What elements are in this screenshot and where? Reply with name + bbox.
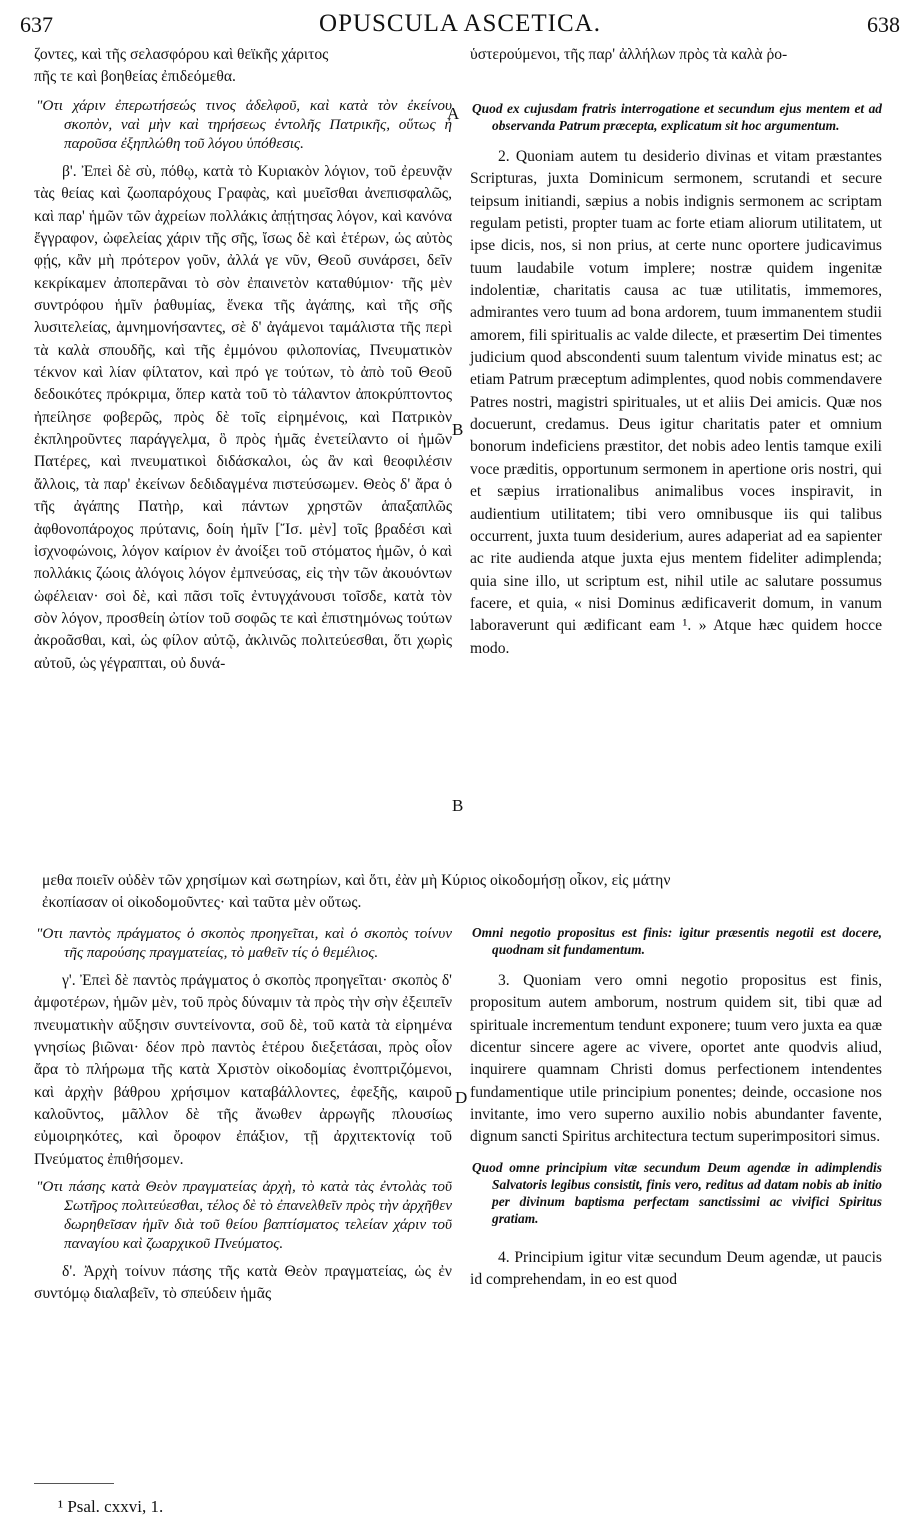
running-header (20, 6, 900, 44)
page-number-right: 638 (867, 12, 900, 37)
top-span-line-2: πῆς τε καὶ βοηθείας ἐπιδεόμεθα. (34, 68, 236, 85)
latin-heading-3: Quod omne principium vitæ secundum Deum agendæ in adimplendis Salvatoris legibus consistit, finis vero, reditus ad datam nobis ab initio per divinum baptisma perfectam sanctissimi ac vivifici Spiritus gratiam. (472, 1159, 882, 1226)
margin-marker-d: D (455, 1088, 468, 1107)
greek-paragraph-4: δ'. Ἀρχὴ τοίνυν πάσης τῆς κατὰ Θεὸν πραγματείας, ὡς ἐν συντόμῳ διαλαβεῖν, τὸ σπεύδειν ἡμᾶς (34, 1263, 452, 1303)
latin-paragraph-4: 4. Principium igitur vitæ secundum Deum agendæ, ut paucis id comprehendam, in eo est quod (470, 1248, 882, 1289)
latin-paragraph-2: 2. Quoniam autem tu desiderio divinas et vitam præstantes Scripturas, juxta Dominicum sermonem, scrutandi et secure teipsum initiandi, sæpius a nobis indignis sermonem ac scriptam regulam petisti, propter tuam ac forte etiam aliorum utilitatem, ut ipse dicis, nos, si non prius, at certe nunc oportere judicavimus tuum laudabile votum implere; nostræ quidem ingenitæ indolentiæ, charitatis causa ac tuæ utilitatis, immemores, admirantes vero tuum ad bona ardorem, tuum immanentem studii amorem, fili spiritualis ac valde dilecte, et præsertim Dei timentes judicium quod abscondenti suum talentum vivide minatus est; ac etiam Patrum præceptum adimplentes, quod nobis commendavere Patres nostri, magistri spirituales, ut et aliis Dei amicis. Quæ nos docuerunt, credamus. Deus igitur charitatis pater et omnium bonorum indeficiens præstitor, det nobis adeo lentis tamque exili voce præditis, opportunum sermonem in apertione oris nostri, qui et sæpius irrationalibus animalibus voces inspiravit, in audientium utilitatem; tibi vero omnibusque iis qui talibus occurrent, juxta tuum desiderium, aures adaperiat ad ea sapienter ac rite audienda atque juxta ejus mentem fideliter adimplenda; quia sine illo, ut scriptum est, nihil utile ac salutare possumus facere, et quia, « nisi Dominus ædificaverit domum, in vanum laboraverunt qui ædificant eam ¹. » Atque hæc quidem hocce modo. (470, 148, 882, 657)
latin-column-upper (470, 100, 882, 660)
running-title: OPUSCULA ASCETICA. (319, 10, 601, 37)
margin-marker-b-2: B (452, 796, 464, 815)
latin-heading-1: Quod ex cujusdam fratris interrogatione et secundum ejus mentem et ad observanda Patrum præcepta, explicatum sit hoc argumentum. (472, 101, 882, 133)
latin-column-lower (470, 924, 882, 1291)
greek-heading-2: "Οτι παντὸς πράγματος ὁ σκοπὸς προηγεῖται, καὶ ὁ σκοπὸς τοίνυν τῆς παρούσης πραγματείας, τὸ μαθεῖν τίς ὁ θεμέλιος. (36, 925, 452, 961)
footnote: ¹ Psal. cxxvi, 1. (58, 1497, 164, 1516)
top-span-left-line: ζοντες, καὶ τῆς σελασφόρου καὶ θεϊκῆς χάριτος (34, 46, 329, 63)
latin-heading-2: Omni negotio propositus est finis: igitur præsentis negotii est docere, quodnam sit fundamentum. (472, 925, 882, 957)
margin-marker-b: B (452, 420, 464, 439)
greek-paragraph-3: γ'. Ἐπεὶ δὲ παντὸς πράγματος ὁ σκοπὸς προηγεῖται· σκοπὸς δ' ἀμφοτέρων, ἡμῶν μὲν, τοῦ πρὸς δύναμιν τὰ πρὸς τὴν σὴν ἐξειπεῖν πνευματικὴν αὔξησιν συντείνοντα, σοῦ δὲ, τοῦ κατὰ τὰ εἰρημένα γνησίως βιῶναι· δέον πρὸ παντὸς ἑτέρου διεξετάσαι, πρὸς οἷον ἄρα τὸ πλήρωμα τῆς κατὰ Χριστὸν οἰκοδομίας ἐνοπτριζόμενοι, καὶ ἀρχὴν βάθρου χρήσιμον καταβάλλοντες, ἐφεξῆς, καιροῦ καλοῦντος, μᾶλλον δὲ τῆς ἄνωθεν ἀρρωγῆς πλουσίως εὐμοιρηκότες, καὶ ὄροφον ἐπάξιον, τῇ ἀρχιτεκτονίᾳ τοῦ Πνεύματος ἐπιθήσομεν. (34, 972, 452, 1168)
page-number-left: 637 (20, 12, 53, 37)
latin-paragraph-3: 3. Quoniam vero omni negotio propositus est finis, propositum autem amborum, nostrum quidem sit, tibi quæ ad spirituale incrementum tendunt exponere; tuum vero juxta ea quæ dicentur sincere agere ac vivere, oportet ante quodvis aliud, inquirere quamnam Christi domus perfectionem intendentes fundamentique utile principium ponentes; deinde, occasione nos invitante, imo vero superno auxilio nobis abundanter favente, dignum sancti Spiritus architectura tectum superimpositori simus. (470, 972, 882, 1146)
greek-paragraph-2: β'. Ἐπεὶ δὲ σὺ, πόθῳ, κατὰ τὸ Κυριακὸν λόγιον, τοῦ ἐρευνᾷν τὰς θείας καὶ ζωοπαρόχους Γραφὰς, καὶ μυεῖσθαι ἀνεπισφαλῶς, καὶ παρ' ἡμῶν τῶν ἀχρείων πολλάκις ἀπῄτησας λόγον, καὶ κανόνα ἔγγραφον, ὠφελείας χάριν τῆς σῆς, ἴσως δὲ καὶ ἑτέρων, ὡς αὐτὸς φῄς, κἂν μὴ πρότερον γοῦν, ἀλλά γε νῦν, Θεοῦ συνάρσει, δεῖν κεκρίκαμεν ἀποπερᾶναι τὸ σὸν ἐπαινετὸν καταθύμιον· τῆς μὲν συντρόφου ἡμῖν ῥαθυμίας, ἕνεκα τῆς ἀγάπης, καὶ τῆς σῆς λυσιτελείας, ἀμνημονήσαντες, σὲ δ' ἀγάμενοι ταμάλιστα τῆς περὶ τὰ καλὰ σπουδῆς, καὶ τῆς ἐμμόνου φιλοπονίας, Πνευματικὸν τέκνον καὶ λίαν φίλτατον, καὶ πρό γε τούτων, τὸ ἀπὸ τοῦ Θεοῦ δεδοικότες πρόκριμα, ὅπερ κατὰ τοῦ τὸ τάλαντον ἀποκρύπτοντος ἠπείλησε φοβερῶς, πρὸς δὲ τοῖς εἰρημένοις, καὶ Πατρικὸν ἐκπληροῦντες παράγγελμα, ὃ πρὸς ἡμᾶς ἐνετείλαντο οἱ ἡμῶν Πατέρες, καὶ πνευματικοὶ διδάσκαλοι, ὡς ἂν καὶ θεοφιλέσιν ἄλλοις, τὰ παρ' ἐκείνων δεδιδαγμένα πιστεύσωμεν. Θεὸς δ' ἄρα ὁ τῆς ἀγάπης Πατὴρ, καὶ πάντων χρηστῶν ἁπαξαπλῶς ἀφθονοπάροχος πρύτανις, δοίη ἡμῖν [Ἴσ. μὲν] τοῖς βραδέσι καὶ ἰσχνοφώνοις, λόγον καίριον ἐν ἀνοίξει τοῦ στόματος ἡμῶν, ὁ καὶ πολλάκις ζώοις ἀλόγοις λόγον ἐμπνεύσας, εἰς τὴν τῶν ἀκουόντων ὠφέλειαν· σοὶ δὲ, καὶ πᾶσι τοῖς ἐντυγχάνουσι τοῖσδε, κατὰ τὸν σὸν λόγον, προσθείη ὠτίον τοῦ σοφῶς τε καὶ ἐπιστημόνως τούτων ἀκροᾶσθαι, καὶ, ὡς φίλον αὐτῷ, ἀκλινῶς πολιτεύεσθαι, ὅτι χωρὶς αὐτοῦ, ὡς γέγραπται, οὐ δυνά- (34, 163, 452, 672)
greek-heading-1: "Οτι χάριν ἐπερωτήσεώς τινος ἀδελφοῦ, καὶ κατὰ τὸν ἐκείνου σκοπὸν, ναὶ μὴν καὶ τηρήσεως ἐντολῆς Πατρικῆς, οὕτως ἡ παροῦσα ἐξηπλώθη τοῦ λόγου ὑπόθεσις. (36, 97, 452, 152)
greek-column-upper (34, 96, 452, 675)
greek-heading-3: "Οτι πάσης κατὰ Θεὸν πραγματείας ἀρχὴ, τὸ κατὰ τὰς ἐντολὰς τοῦ Σωτῆρος πολιτεύεσθαι, τέλος δὲ τὸ ἐπανελθεῖν πρὸς τὴν ἀρχῆθεν δωρηθεῖσαν ἡμῖν διὰ τοῦ θείου βαπτίσματος τελείαν χάριν τοῦ παναγίου καὶ ζωαρχικοῦ Πνεύματος. (36, 1178, 452, 1253)
top-span-right-line: ὑστερούμενοι, τῆς παρ' ἀλλήλων πρὸς τὰ καλὰ ῥο- (470, 46, 788, 63)
mid-span-line-1: μεθα ποιεῖν οὐδὲν τῶν χρησίμων καὶ σωτηρίων, καὶ ὅτι, ἐὰν μὴ Κύριος οἰκοδομήσῃ οἶκον, εἰς μάτην (42, 872, 671, 889)
greek-column-lower (34, 924, 452, 1306)
footnote-separator (34, 1483, 114, 1484)
margin-marker-a: A (447, 104, 460, 123)
mid-span-line-2: ἐκοπίασαν οἱ οἰκοδομοῦντες· καὶ ταῦτα μὲν οὕτως. (42, 894, 362, 911)
